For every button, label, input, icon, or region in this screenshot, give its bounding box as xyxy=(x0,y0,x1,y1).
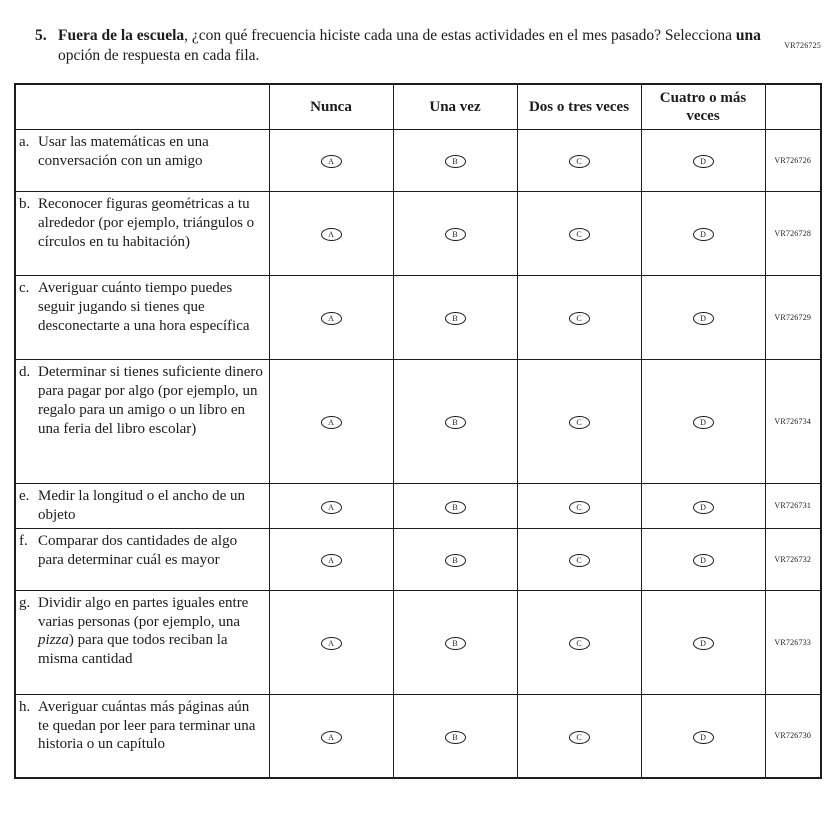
row-letter: b. xyxy=(19,195,31,212)
answer-cell xyxy=(641,275,765,359)
answer-bubble-d[interactable]: D xyxy=(693,501,714,514)
table-row xyxy=(15,528,821,590)
answer-cell xyxy=(269,528,393,590)
activity-cell xyxy=(15,590,269,694)
answer-cell xyxy=(641,191,765,275)
table-row xyxy=(15,359,821,483)
question-bold-lead: Fuera de la escuela xyxy=(58,27,185,44)
answer-cell xyxy=(517,528,641,590)
answer-bubble-a[interactable]: A xyxy=(321,554,342,567)
answer-cell xyxy=(393,191,517,275)
table-row xyxy=(15,191,821,275)
answer-cell xyxy=(269,359,393,483)
answer-cell xyxy=(269,191,393,275)
answer-cell xyxy=(269,275,393,359)
question-block xyxy=(35,26,806,67)
answer-cell xyxy=(517,191,641,275)
row-letter: h. xyxy=(19,698,31,715)
question-mid: , ¿con qué frecuencia hiciste cada una de estas actividades en el mes pasado? Selecciona xyxy=(184,27,736,44)
header-row xyxy=(15,84,821,130)
answer-bubble-b[interactable]: B xyxy=(445,228,466,241)
answer-bubble-d[interactable]: D xyxy=(693,554,714,567)
answer-bubble-b[interactable]: B xyxy=(445,416,466,429)
question-number: 5. xyxy=(35,27,47,44)
answer-cell xyxy=(393,590,517,694)
row-code: VR726733 xyxy=(765,590,821,694)
answer-cell xyxy=(269,129,393,191)
col-header-nunca: Nunca xyxy=(269,84,393,130)
activity-cell xyxy=(15,483,269,528)
answer-cell xyxy=(269,483,393,528)
answer-bubble-a[interactable]: A xyxy=(321,228,342,241)
answer-bubble-d[interactable]: D xyxy=(693,312,714,325)
answer-cell xyxy=(517,275,641,359)
answer-bubble-b[interactable]: B xyxy=(445,312,466,325)
answer-cell xyxy=(393,483,517,528)
row-letter: g. xyxy=(19,594,31,611)
row-text: Usar las matemáticas en una conversación con un amigo xyxy=(38,133,209,169)
col-header-una-vez: Una vez xyxy=(393,84,517,130)
col-header-dos-tres: Dos o tres veces xyxy=(517,84,641,130)
row-code: VR726726 xyxy=(765,129,821,191)
activity-cell xyxy=(15,129,269,191)
answer-bubble-c[interactable]: C xyxy=(569,155,590,168)
row-letter: d. xyxy=(19,363,31,380)
question-end: opción de respuesta en cada fila. xyxy=(58,47,260,65)
answer-bubble-d[interactable]: D xyxy=(693,637,714,650)
answer-cell xyxy=(269,694,393,778)
answer-bubble-c[interactable]: C xyxy=(569,501,590,514)
row-text: Medir la longitud o el ancho de un objeto xyxy=(38,487,246,523)
answer-cell xyxy=(517,129,641,191)
activity-cell xyxy=(15,275,269,359)
header-empty-activity xyxy=(15,84,269,130)
answer-cell xyxy=(393,694,517,778)
table-row xyxy=(15,129,821,191)
activity-cell xyxy=(15,359,269,483)
answer-cell xyxy=(517,483,641,528)
row-letter: f. xyxy=(19,532,28,549)
answer-cell xyxy=(393,129,517,191)
answer-bubble-b[interactable]: B xyxy=(445,501,466,514)
answer-bubble-a[interactable]: A xyxy=(321,501,342,514)
activity-cell xyxy=(15,528,269,590)
answer-cell xyxy=(393,359,517,483)
col-header-cuatro-mas: Cuatro o más veces xyxy=(641,84,765,130)
answer-bubble-b[interactable]: B xyxy=(445,731,466,744)
answer-cell xyxy=(517,590,641,694)
row-code: VR726731 xyxy=(765,483,821,528)
answer-bubble-a[interactable]: A xyxy=(321,312,342,325)
question-bold-una: una xyxy=(735,27,761,44)
answer-bubble-d[interactable]: D xyxy=(693,228,714,241)
row-text: Averiguar cuánto tiempo puedes seguir jugando si tienes que desconectarte a una hora específica xyxy=(38,279,250,334)
table-row xyxy=(15,483,821,528)
answer-cell xyxy=(641,129,765,191)
question-text xyxy=(58,26,806,67)
row-text: Comparar dos cantidades de algo para determinar cuál es mayor xyxy=(38,532,238,568)
answer-cell xyxy=(393,528,517,590)
header-empty-code xyxy=(765,84,821,130)
answer-bubble-b[interactable]: B xyxy=(445,155,466,168)
table-row xyxy=(15,275,821,359)
answer-cell xyxy=(517,359,641,483)
answer-cell xyxy=(393,275,517,359)
answer-bubble-a[interactable]: A xyxy=(321,155,342,168)
answer-bubble-c[interactable]: C xyxy=(569,416,590,429)
row-code: VR726728 xyxy=(765,191,821,275)
activity-cell xyxy=(15,694,269,778)
row-code: VR726734 xyxy=(765,359,821,483)
answer-cell xyxy=(641,359,765,483)
answer-bubble-c[interactable]: C xyxy=(569,312,590,325)
answer-bubble-d[interactable]: D xyxy=(693,155,714,168)
answer-bubble-b[interactable]: B xyxy=(445,554,466,567)
answer-bubble-a[interactable]: A xyxy=(321,416,342,429)
response-table xyxy=(14,83,822,779)
answer-bubble-c[interactable]: C xyxy=(569,554,590,567)
answer-bubble-c[interactable]: C xyxy=(569,731,590,744)
row-text: Reconocer figuras geométricas a tu alrededor (por ejemplo, triángulos o círculos en tu habitación) xyxy=(38,195,255,250)
answer-cell xyxy=(517,694,641,778)
answer-cell xyxy=(269,590,393,694)
row-code: VR726730 xyxy=(765,694,821,778)
answer-bubble-d[interactable]: D xyxy=(693,416,714,429)
row-letter: a. xyxy=(19,133,30,150)
row-letter: c. xyxy=(19,279,30,296)
page-code: VR726725 xyxy=(784,41,821,50)
row-text: Dividir algo en partes iguales entre varias personas (por ejemplo, una pizza) para que todos reciban la misma cantidad xyxy=(38,594,249,668)
answer-cell xyxy=(641,590,765,694)
answer-bubble-c[interactable]: C xyxy=(569,637,590,650)
answer-cell xyxy=(641,483,765,528)
row-text: Averiguar cuántas más páginas aún te quedan por leer para terminar una historia o un capítulo xyxy=(38,698,256,753)
row-letter: e. xyxy=(19,487,30,504)
answer-bubble-a[interactable]: A xyxy=(321,637,342,650)
answer-bubble-c[interactable]: C xyxy=(569,228,590,241)
activity-cell xyxy=(15,191,269,275)
table-row xyxy=(15,694,821,778)
table-row xyxy=(15,590,821,694)
row-text: Determinar si tienes suficiente dinero para pagar por algo (por ejemplo, un regalo para un amigo o un libro en una feria del libro escolar) xyxy=(38,363,263,437)
answer-bubble-a[interactable]: A xyxy=(321,731,342,744)
row-code: VR726732 xyxy=(765,528,821,590)
answer-bubble-b[interactable]: B xyxy=(445,637,466,650)
answer-cell xyxy=(641,528,765,590)
answer-bubble-d[interactable]: D xyxy=(693,731,714,744)
answer-cell xyxy=(641,694,765,778)
row-code: VR726729 xyxy=(765,275,821,359)
